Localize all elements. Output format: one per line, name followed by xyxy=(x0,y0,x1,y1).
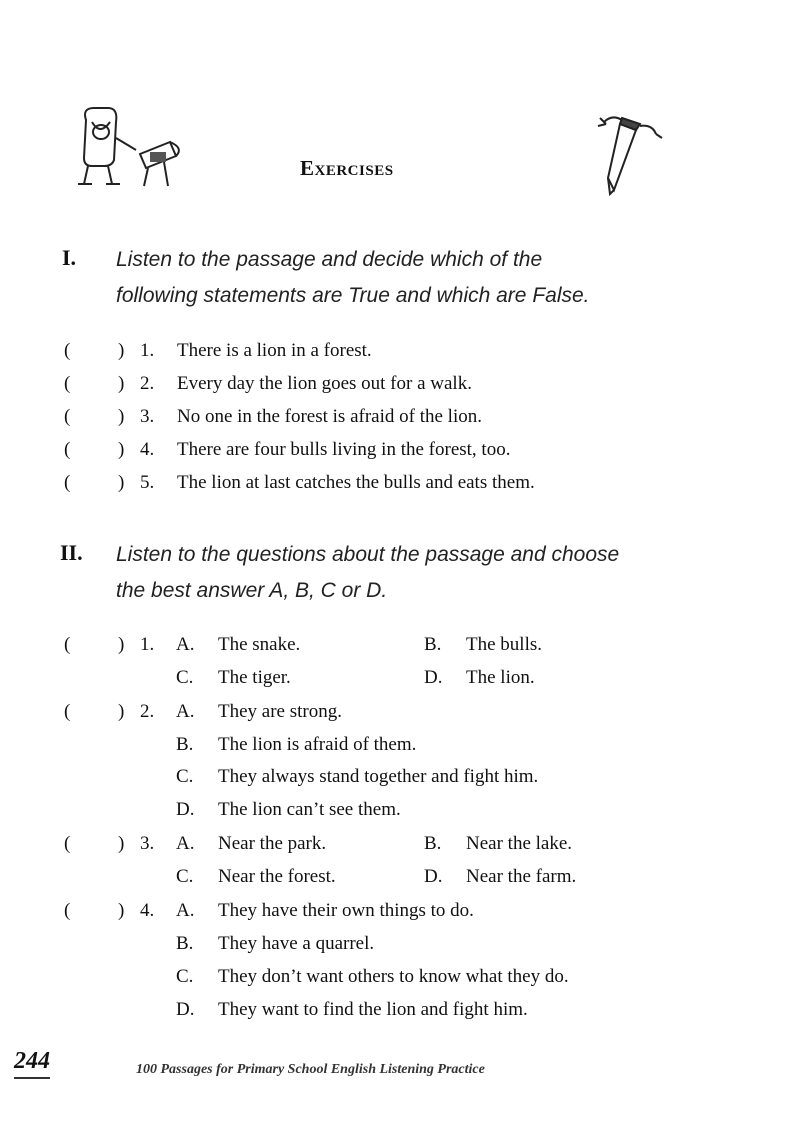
item-number: 3. xyxy=(140,406,155,427)
option-label-d: D. xyxy=(424,667,443,688)
answer-blank-open: ( xyxy=(64,634,71,655)
tf-item-5 xyxy=(0,472,800,504)
question-3-row-2 xyxy=(0,866,800,898)
question-2-row-d xyxy=(0,799,800,831)
book-title: 100 Passages for Primary School English Listening Practice xyxy=(136,1062,485,1077)
item-number: 5. xyxy=(140,472,155,493)
statement-text: No one in the forest is afraid of the lion. xyxy=(177,406,482,427)
answer-blank-close: ) xyxy=(118,701,125,722)
section-2-instruction-line-2: the best answer A, B, C or D. xyxy=(116,579,388,602)
question-4-row-d xyxy=(0,999,800,1031)
answer-blank-open: ( xyxy=(64,701,71,722)
answer-blank-open: ( xyxy=(64,373,71,394)
tf-item-2 xyxy=(0,373,800,405)
page-title: Exercises xyxy=(300,156,394,180)
statement-text: Every day the lion goes out for a walk. xyxy=(177,373,472,394)
question-4-row-b xyxy=(0,933,800,965)
question-2-row-b xyxy=(0,734,800,766)
question-number: 1. xyxy=(140,634,155,655)
option-d-text: They want to find the lion and fight him. xyxy=(218,999,528,1020)
question-3-row-1 xyxy=(0,833,800,865)
option-c-text: Near the forest. xyxy=(218,866,336,887)
option-a-text: The snake. xyxy=(218,634,301,655)
option-c-text: They always stand together and fight him. xyxy=(218,766,539,787)
statement-text: The lion at last catches the bulls and eats them. xyxy=(177,472,535,493)
statement-text: There are four bulls living in the forest, too. xyxy=(177,439,511,460)
page-number: 244 xyxy=(14,1048,50,1079)
option-label-b: B. xyxy=(424,833,442,854)
option-b-text: The lion is afraid of them. xyxy=(218,734,417,755)
option-label-d: D. xyxy=(176,999,195,1020)
section-2-numeral: II. xyxy=(60,540,83,565)
option-label-a: A. xyxy=(176,701,195,722)
option-label-a: A. xyxy=(176,634,195,655)
question-1-row-2 xyxy=(0,667,800,699)
question-number: 4. xyxy=(140,900,155,921)
answer-blank-close: ) xyxy=(118,406,125,427)
section-1-instruction-line-2: following statements are True and which are False. xyxy=(116,284,590,307)
tf-item-3 xyxy=(0,406,800,438)
tf-item-4 xyxy=(0,439,800,471)
answer-blank-open: ( xyxy=(64,406,71,427)
option-b-text: The bulls. xyxy=(466,634,542,655)
option-label-b: B. xyxy=(176,734,194,755)
option-label-c: C. xyxy=(176,766,194,787)
option-label-c: C. xyxy=(176,667,194,688)
question-4-row-a xyxy=(0,900,800,932)
option-a-text: They are strong. xyxy=(218,701,342,722)
pencil-character-icon xyxy=(596,104,666,196)
option-label-d: D. xyxy=(424,866,443,887)
section-1-instruction-line-1: Listen to the passage and decide which of the xyxy=(116,248,543,271)
answer-blank-close: ) xyxy=(118,340,125,361)
answer-blank-open: ( xyxy=(64,439,71,460)
answer-blank-close: ) xyxy=(118,439,125,460)
option-label-b: B. xyxy=(424,634,442,655)
option-c-text: They don’t want others to know what they do. xyxy=(218,966,569,987)
answer-blank-close: ) xyxy=(118,900,125,921)
item-number: 2. xyxy=(140,373,155,394)
tf-item-1 xyxy=(0,340,800,372)
section-2-instruction-line-1: Listen to the questions about the passage and choose xyxy=(116,543,620,566)
item-number: 1. xyxy=(140,340,155,361)
answer-blank-open: ( xyxy=(64,340,71,361)
item-number: 4. xyxy=(140,439,155,460)
option-label-b: B. xyxy=(176,933,194,954)
option-d-text: The lion. xyxy=(466,667,535,688)
cartoon-character-with-loudspeaker-icon xyxy=(74,102,194,192)
option-c-text: The tiger. xyxy=(218,667,291,688)
answer-blank-close: ) xyxy=(118,634,125,655)
option-label-a: A. xyxy=(176,900,195,921)
option-a-text: Near the park. xyxy=(218,833,327,854)
answer-blank-open: ( xyxy=(64,900,71,921)
option-a-text: They have their own things to do. xyxy=(218,900,474,921)
option-label-c: C. xyxy=(176,866,194,887)
question-2-row-c xyxy=(0,766,800,798)
answer-blank-close: ) xyxy=(118,833,125,854)
question-2-row-a xyxy=(0,701,800,733)
statement-text: There is a lion in a forest. xyxy=(177,340,372,361)
answer-blank-open: ( xyxy=(64,833,71,854)
question-4-row-c xyxy=(0,966,800,998)
option-d-text: Near the farm. xyxy=(466,866,577,887)
answer-blank-close: ) xyxy=(118,373,125,394)
option-d-text: The lion can’t see them. xyxy=(218,799,401,820)
question-1-row-1 xyxy=(0,634,800,666)
answer-blank-open: ( xyxy=(64,472,71,493)
answer-blank-close: ) xyxy=(118,472,125,493)
question-number: 2. xyxy=(140,701,155,722)
option-b-text: They have a quarrel. xyxy=(218,933,375,954)
option-label-a: A. xyxy=(176,833,195,854)
question-number: 3. xyxy=(140,833,155,854)
option-b-text: Near the lake. xyxy=(466,833,573,854)
option-label-d: D. xyxy=(176,799,195,820)
section-1-numeral: I. xyxy=(62,245,77,270)
option-label-c: C. xyxy=(176,966,194,987)
